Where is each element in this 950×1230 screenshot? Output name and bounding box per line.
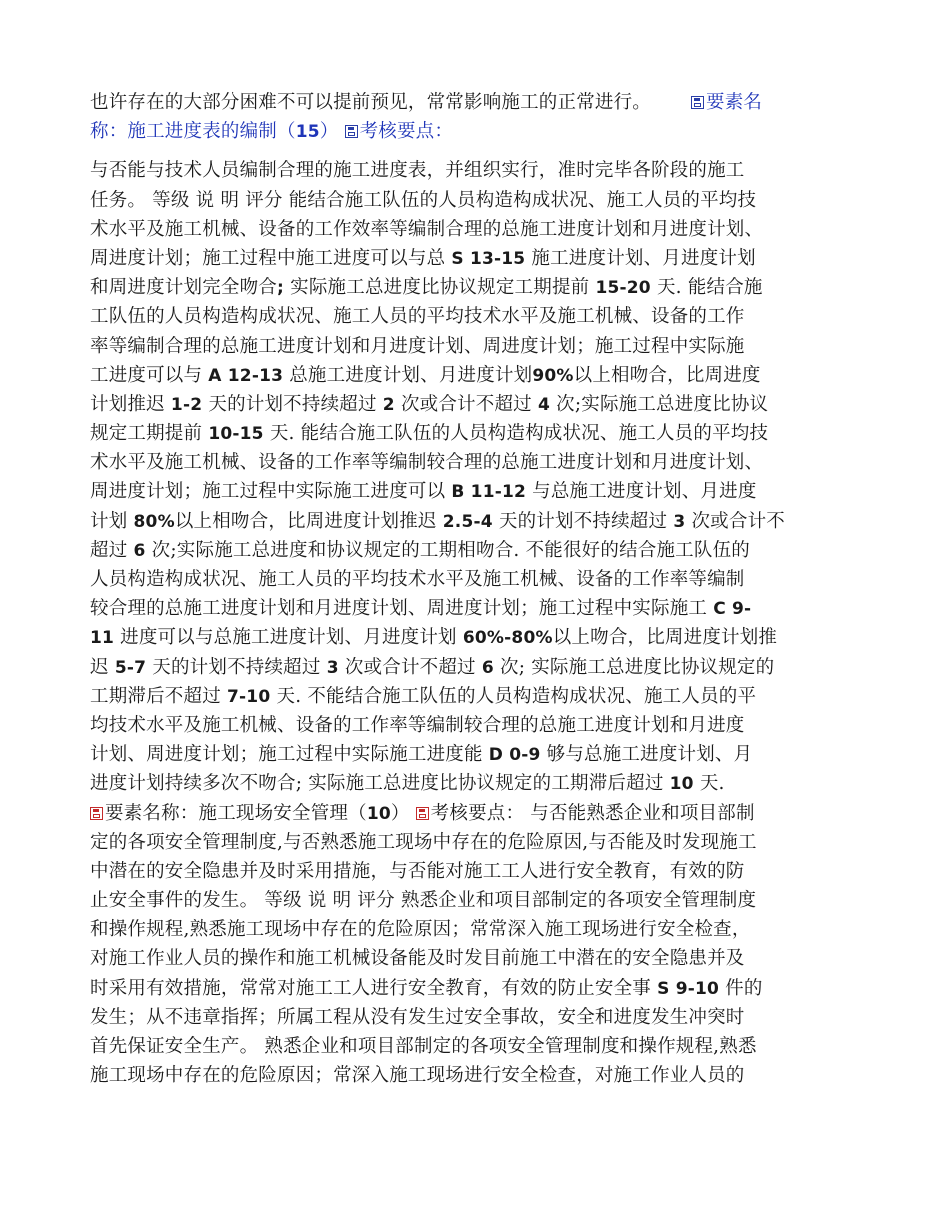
text-line-4: 任务。 等级 说 明 评分 能结合施工队伍的人员构造构成状况、施工人员的平均技 <box>90 189 757 211</box>
text-line-10: 工进度可以与 A 12-13 总施工进度计划、月进度计划90%以上相吻合，比周进度 <box>90 364 761 386</box>
text-line-21: 工期滞后不超过 7-10 天. 不能结合施工队伍的人员构造构成状况、施工人员的平 <box>90 685 757 707</box>
text-line-29: 和操作规程,熟悉施工现场中存在的危险原因；常常深入施工现场进行安全检查， <box>90 919 751 941</box>
text-line-34: 施工现场中存在的危险原因；常深入施工现场进行安全检查，对施工作业人员的 <box>90 1065 745 1087</box>
save-icon-red[interactable] <box>416 807 429 820</box>
text-line-14: 周进度计划；施工过程中实际施工进度可以 B 11-12 与总施工进度计划、月进度 <box>90 481 757 503</box>
text-line-3: 与否能与技术人员编制合理的施工进度表，并组织实行，准时完毕各阶段的施工 <box>90 160 745 182</box>
text-line-28: 止安全事件的发生。 等级 说 明 评分 熟悉企业和项目部制定的各项安全管理制度 <box>90 890 757 912</box>
text-line-33: 首先保证安全生产。 熟悉企业和项目部制定的各项安全管理制度和操作规程,熟悉 <box>90 1036 757 1057</box>
text-line-24: 进度计划持续多次不吻合; 实际施工总进度比协议规定的工期滞后超过 10 天. <box>90 773 725 795</box>
text-line-22: 均技术水平及施工机械、设备的工作率等编制较合理的总施工进度计划和月进度 <box>90 714 745 736</box>
text-line-17: 人员构造构成状况、施工人员的平均技术水平及施工机械、设备的工作率等编制 <box>90 569 745 590</box>
text-line-15: 计划 80%以上相吻合，比周进度计划推迟 2.5-4 天的计划不持续超过 3 次或合计不 <box>90 510 785 532</box>
text-line-27: 中潜在的安全隐患并及时采用措施，与否能对施工工人进行安全教育，有效的防 <box>90 860 745 882</box>
text-line-30: 对施工作业人员的操作和施工机械设备能及时发目前施工中潜在的安全隐患并及 <box>90 948 745 970</box>
text-line-13: 术水平及施工机械、设备的工作率等编制较合理的总施工进度计划和月进度计划、 <box>90 452 764 474</box>
text-line-5: 术水平及施工机械、设备的工作效率等编制合理的总施工进度计划和月进度计划、 <box>90 218 764 240</box>
element-name-link[interactable]: 要素名 <box>691 92 762 113</box>
text-line-11: 计划推迟 1-2 天的计划不持续超过 2 次或合计不超过 4 次;实际施工总进度比协议 <box>90 393 769 415</box>
text-line-7: 和周进度计划完全吻合; 实际施工总进度比协议规定工期提前 15-20 天. 能结合施 <box>90 277 763 299</box>
element-heading-safety: 要素名称：施工现场安全管理（10） 考核要点： 与否能熟悉企业和项目部制 <box>90 799 862 828</box>
save-icon <box>345 125 358 138</box>
text-line-32: 发生；从不违章指挥；所属工程从没有发生过安全事故，安全和进度发生冲突时 <box>90 1006 745 1028</box>
save-icon-red[interactable] <box>90 807 103 820</box>
text-line-8: 工队伍的人员构造构成状况、施工人员的平均技术水平及施工机械、设备的工作 <box>90 306 745 328</box>
text-line-6: 周进度计划；施工过程中施工进度可以与总 S 13-15 施工进度计划、月进度计划 <box>90 247 756 269</box>
element-heading-schedule[interactable]: 称：施工进度表的编制（15） 考核要点： <box>90 121 454 143</box>
text-line-31: 时采用有效措施，常常对施工工人进行安全教育，有效的防止安全事 S 9-10 件的 <box>90 977 763 999</box>
text-run: 也许存在的大部分困难不可以提前预见，常常影响施工的正常进行。 <box>90 92 652 113</box>
text-line-20: 迟 5-7 天的计划不持续超过 3 次或合计不超过 6 次; 实际施工总进度比协议规定的 <box>90 656 775 678</box>
save-icon <box>691 96 704 109</box>
text-line-26: 定的各项安全管理制度,与否熟悉施工现场中存在的危险原因,与否能及时发现施工 <box>90 831 757 853</box>
text-line-9: 率等编制合理的总施工进度计划和月进度计划、周进度计划；施工过程中实际施 <box>90 335 745 357</box>
text-line-16: 超过 6 次;实际施工总进度和协议规定的工期相吻合. 不能很好的结合施工队伍的 <box>90 539 750 561</box>
text-line-12: 规定工期提前 10-15 天. 能结合施工队伍的人员构造构成状况、施工人员的平均技 <box>90 423 769 445</box>
text-line-18: 较合理的总施工进度计划和月进度计划、周进度计划；施工过程中实际施工 C 9- <box>90 598 752 620</box>
text-line-1 <box>90 88 862 117</box>
text-line-23: 计划、周进度计划；施工过程中实际施工进度能 D 0-9 够与总施工进度计划、月 <box>90 744 753 766</box>
text-line-19: 11 进度可以与总施工进度计划、月进度计划 60%-80%以上吻合，比周进度计划推 <box>90 627 778 649</box>
document-body <box>90 88 862 1090</box>
